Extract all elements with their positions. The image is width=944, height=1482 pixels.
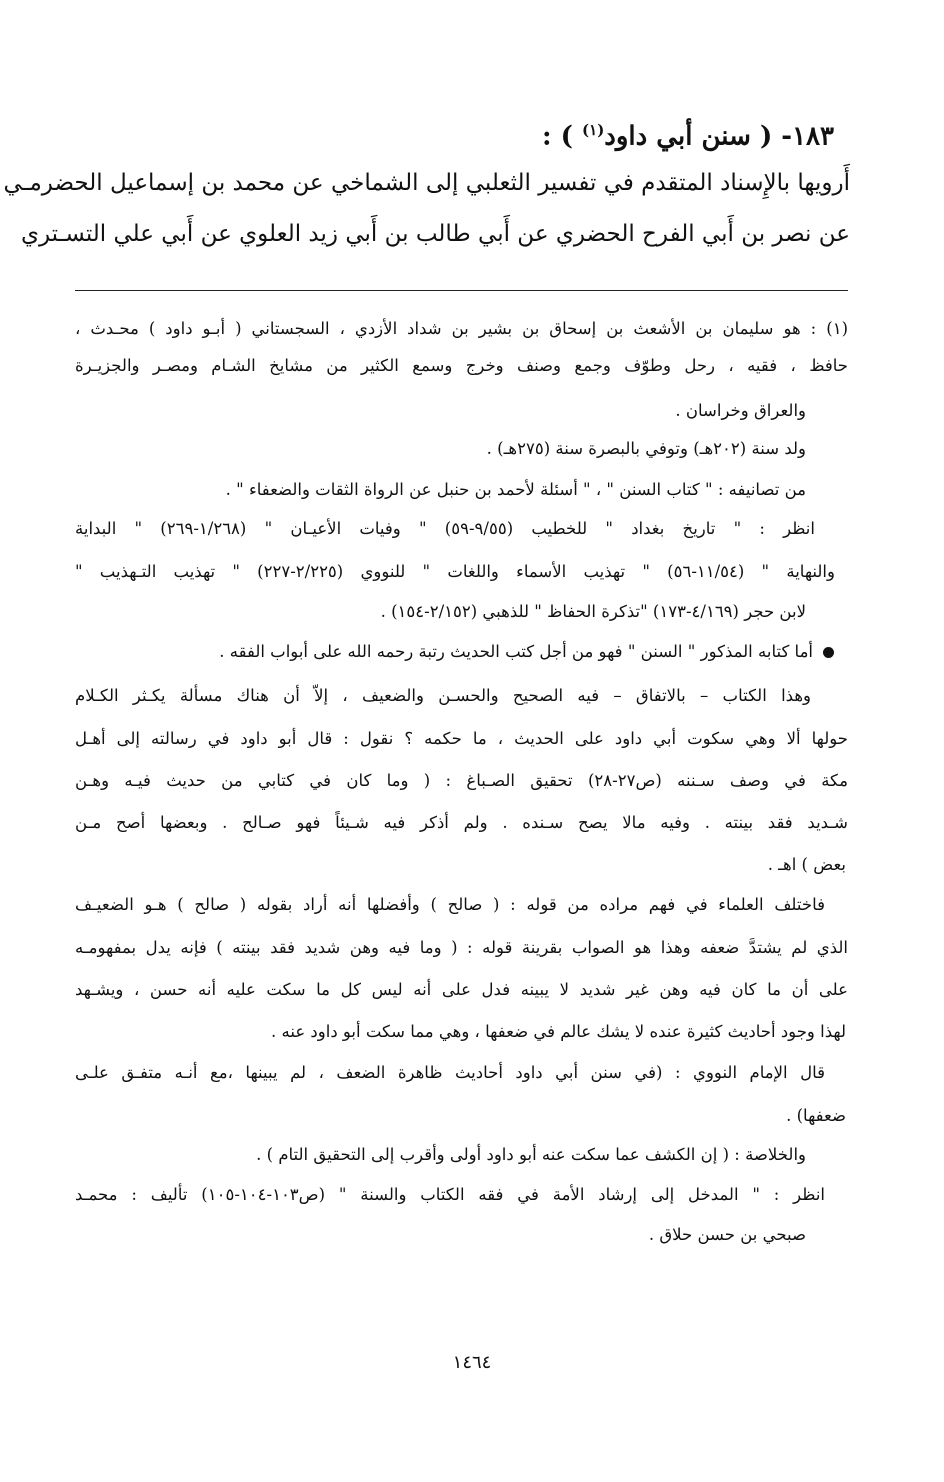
footnote-line: حافظ ، فقيه ، رحل وطوّف وجمع وصنف وخرج وسمع الكثير من مشايخ الشـام ومصـر والجزيـرة <box>75 356 848 375</box>
footnote-line: على أن ما كان فيه وهن غير شديد لا يبينه فدل على أنه ليس كل ما سكت عليه أنه حسن ، ويشـهد <box>75 980 848 999</box>
footnote-line: والنهاية " (١١/٥٤-٥٦) " تهذيب الأسماء واللغات " للنووي (٢/٢٢٥-٢٢٧) " تهذيب التـهذيب " <box>75 562 835 581</box>
footnote-marker: (١) <box>582 121 605 139</box>
footnote-line: ضعفها) . <box>786 1106 846 1125</box>
main-text-line-2: عن نصر بن أَبي الفرح الحضري عن أَبي طالب بن أَبي زيد العلوي عن أَبي علي التسـتري <box>20 221 850 247</box>
footnote-bullet-text: أما كتابه المذكور " السنن " فهو من أجل كتب الحديث رتبة رحمه الله على أبواب الفقه . <box>219 642 813 661</box>
footnote-line: والعراق وخراسان . <box>675 401 806 420</box>
footnote-line: انظر : " تاريخ بغداد " للخطيب (٩/٥٥-٥٩) " وفيات الأعيـان " (١/٢٦٨-٢٦٩) " البداية <box>75 519 815 538</box>
bullet-icon <box>823 647 834 658</box>
footnote-line: من تصانيفه : " كتاب السنن " ، " أسئلة لأحمد بن حنبل عن الرواة الثقات والضعفاء " . <box>225 480 806 499</box>
footnote-line: (١) : هو سليمان بن الأشعث بن إسحاق بن بشير بن شداد الأزدي ، السجستاني ( أبـو داود ) محـدث ، <box>75 319 848 338</box>
footnote-line: وهذا الكتاب – بالاتفاق – فيه الصحيح والحسـن والضعيف ، إلاّ أن هناك مسألة يكـثر الكـلام <box>75 686 811 705</box>
main-text-line-1: أَرويها بالإِسناد المتقدم في تفسير الثعلبي إلى الشماخي عن محمد بن إسماعيل الحضرمـي <box>3 170 850 196</box>
footnote-line: صبحي بن حسن حلاق . <box>648 1225 806 1244</box>
footnote-line: الذي لم يشتدَّ ضعفه وهذا هو الصواب بقرينة قوله : ( وما فيه وهن شديد فقد بينته ) فإنه يدل بمفهومـه <box>75 938 848 957</box>
heading-text: ١٨٣- ( سنن أبي داود <box>604 121 834 152</box>
page-number: ١٤٦٤ <box>452 1352 492 1373</box>
footnote-line: مكة في وصف سـننه (ص٢٧-٢٨) تحقيق الصـباغ : ( وما كان في كتابي من حديث فيـه وهـن <box>75 771 849 790</box>
footnote-line: انظر : " المدخل إلى إرشاد الأمة في فقه الكتاب والسنة " (ص١٠٣-١٠٤-١٠٥) تأليف : محمـد <box>75 1185 825 1204</box>
entry-heading <box>114 110 834 157</box>
footnote-line: قال الإمام النووي : (في سنن أبي داود أحاديث ظاهرة الضعف ، لم يبينها ،مع أنـه متفـق علـى <box>75 1063 825 1082</box>
heading-tail: ) : <box>542 121 573 152</box>
footnote-line: ولد سنة (٢٠٢هـ) وتوفي بالبصرة سنة (٢٧٥هـ) . <box>486 439 806 458</box>
footnote-separator <box>75 290 848 291</box>
footnote-line: لابن حجر (٤/١٦٩-١٧٣) "تذكرة الحفاظ " للذهبي (٢/١٥٢-١٥٤) . <box>380 602 806 621</box>
footnote-line: لهذا وجود أحاديث كثيرة عنده لا يشك عالم في ضعفها ، وهي مما سكت أبو داود عنه . <box>271 1022 846 1041</box>
footnote-line: فاختلف العلماء في فهم مراده من قوله : ( صالح ) وأفضلها أنه أراد بقوله ( صالح ) هـو الضعيـف <box>75 895 825 914</box>
footnote-line: بعض ) اهـ . <box>767 855 846 874</box>
footnote-line: والخلاصة : ( إن الكشف عما سكت عنه أبو داود أولى وأقرب إلى التحقيق التام ) . <box>256 1145 806 1164</box>
footnote-line: حولها ألا وهي سكوت أبي داود على الحديث ، ما حكمه ؟ نقول : قال أبو داود في رسالته إلى أهـل <box>75 729 848 748</box>
footnote-line: شـديد فقد بينته . وفيه مالا يصح سـنده . ولم أذكر فيه شـيئاً فهو صـالح . وبعضها أصح مـن <box>75 813 848 832</box>
footnote-bullet-line <box>219 640 834 664</box>
